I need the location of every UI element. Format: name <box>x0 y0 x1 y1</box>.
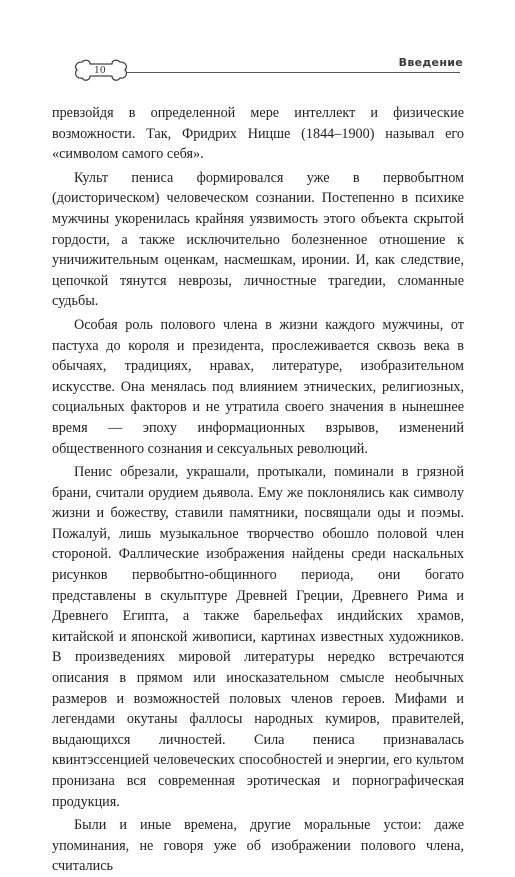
page-header <box>0 54 515 94</box>
section-title: Введение <box>398 56 463 69</box>
page-number: 10 <box>94 64 106 76</box>
paragraph: Были и иные времена, другие моральные устои: даже упоминания, не говоря уже об изображении полового члена, считались <box>52 817 464 875</box>
paragraph: Культ пениса формировался уже в первобытном (доисторическом) человеческом сознании. Постепенно в психике мужчины укоренилась крайняя уязвимость этого объекта скрытой гордости, а также исключительно болезненное отношение к уничижительным оценкам, насмешкам, иронии. И, как следствие, цепочкой тянутся неврозы, личностные трагедии, сломанные судьбы. <box>52 169 464 310</box>
header-rule <box>120 72 460 73</box>
page-body <box>52 103 464 877</box>
paragraph: Пенис обрезали, украшали, протыкали, поминали в грязной брани, считали орудием дьявола. Ему же поклонялись как символу жизни и божеству, ставили памятники, посвящали оды и поэмы. Пожалуй, лишь музыкальное творчество обошло половой член стороной. Фаллические изображения найдены среди наскальных рисунков первобытно-общинного периода, они богато представлены в скульптуре Древней Греции, Древнего Рима и Древнего Египта, а также барельефах индийских храмов, китайской и японской живописи, картинах известных художников. В произведениях мировой литературы нередко встречаются описания в прямом или иносказательном смысле необычных размеров и возможностей половых членов героев. Мифами и легендами окутаны фаллосы народных кумиров, правителей, выдающихся личностей. Сила пениса признавалась квинтэссенцией человеческих способностей и энергии, его культом пронизана вся современная эротическая и порнографическая продукция. <box>52 464 464 810</box>
paragraph: Особая роль полового члена в жизни каждого мужчины, от пастуха до короля и президента, прослеживается сквозь века в обычаях, традициях, нравах, литературе, изобразительном искусстве. Она менялась под влиянием этнических, религиозных, социальных факторов и не утратила своего значения в нынешнее время — эпоху информационных взрывов, изменений общественного сознания и сексуальных революций. <box>52 316 464 457</box>
paragraph: превзойдя в определенной мере интеллект и физические возможности. Так, Фридрих Ницше (1844–1900) называл его «символом самого себя». <box>52 105 464 163</box>
